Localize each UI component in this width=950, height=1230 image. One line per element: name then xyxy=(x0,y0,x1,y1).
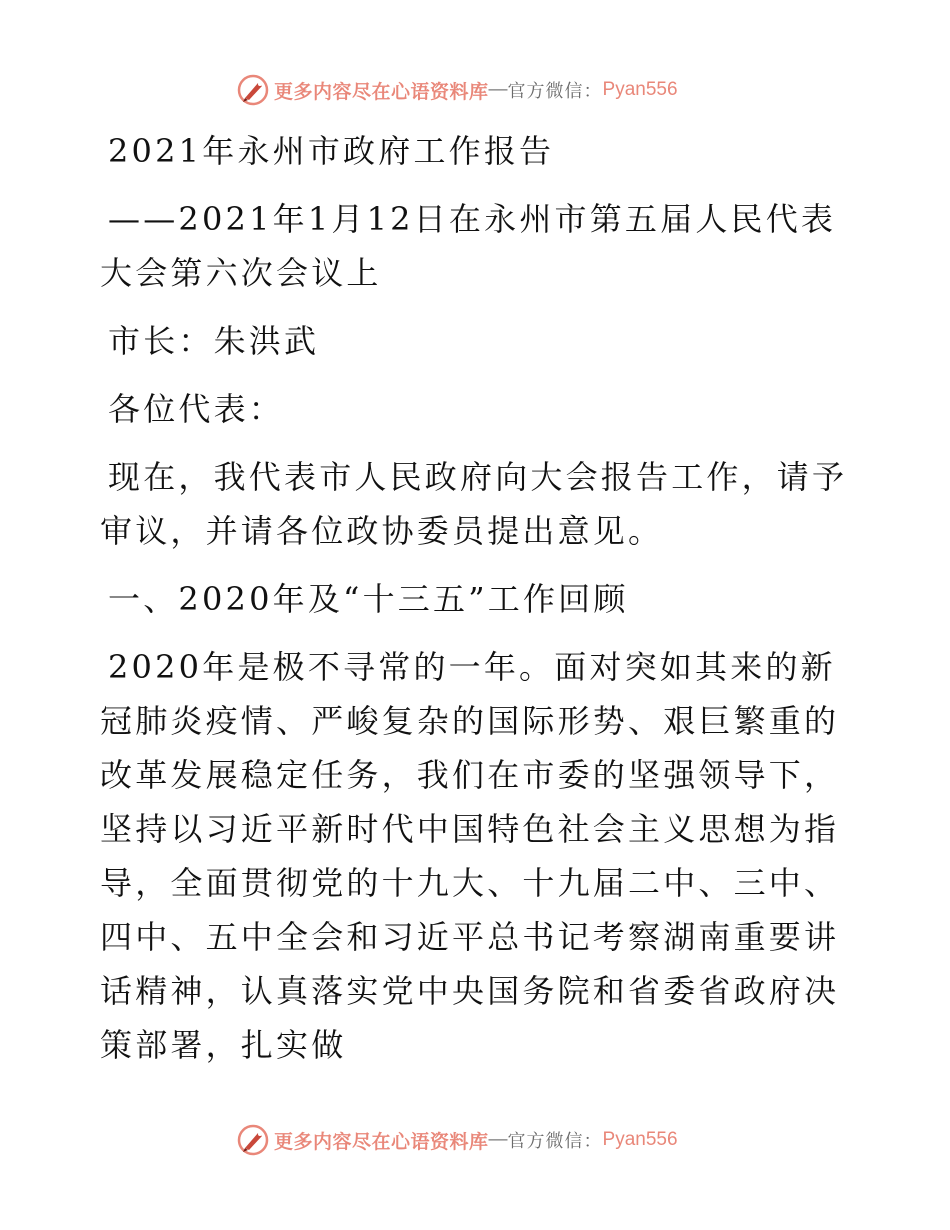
speaker-line: 市长：朱洪武 xyxy=(108,322,320,360)
watermark-separator: — xyxy=(488,1129,508,1150)
watermark-brand-text: 更多内容尽在心语资料库 xyxy=(274,1130,489,1153)
watermark-handle: Pyan556 xyxy=(602,79,678,100)
watermark-official-label: 官方微信： xyxy=(507,81,603,102)
document-body xyxy=(100,124,856,1086)
ink-pen-logo-icon xyxy=(236,1123,270,1157)
header-watermark xyxy=(236,70,678,110)
document-subtitle: ——2021年1月12日在永州市第五届人民代表大会第六次会议上 xyxy=(100,200,837,292)
opening-paragraph: 现在，我代表市人民政府向大会报告工作，请予审议，并请各位政协委员提出意见。 xyxy=(100,458,848,550)
watermark-separator: — xyxy=(488,79,508,100)
section-heading: 一、2020年及“十三五”工作回顾 xyxy=(108,580,629,618)
watermark-handle: Pyan556 xyxy=(602,1129,678,1150)
watermark-brand-text: 更多内容尽在心语资料库 xyxy=(274,80,489,103)
salutation: 各位代表： xyxy=(108,390,285,428)
ink-pen-logo-icon xyxy=(236,73,270,107)
watermark-official-label: 官方微信： xyxy=(507,1131,603,1152)
footer-watermark xyxy=(236,1120,678,1160)
document-title: 2021年永州市政府工作报告 xyxy=(108,132,555,170)
body-paragraph: 2020年是极不寻常的一年。面对突如其来的新冠肺炎疫情、严峻复杂的国际形势、艰巨繁重的改革发展稳定任务，我们在市委的坚强领导下，坚持以习近平新时代中国特色社会主义思想为指导，全面贯彻党的十九大、十九届二中、三中、四中、五中全会和习近平总书记考察湖南重要讲话精神，认真落实党中央国务院和省委省政府决策部署，扎实做 xyxy=(100,648,840,1064)
